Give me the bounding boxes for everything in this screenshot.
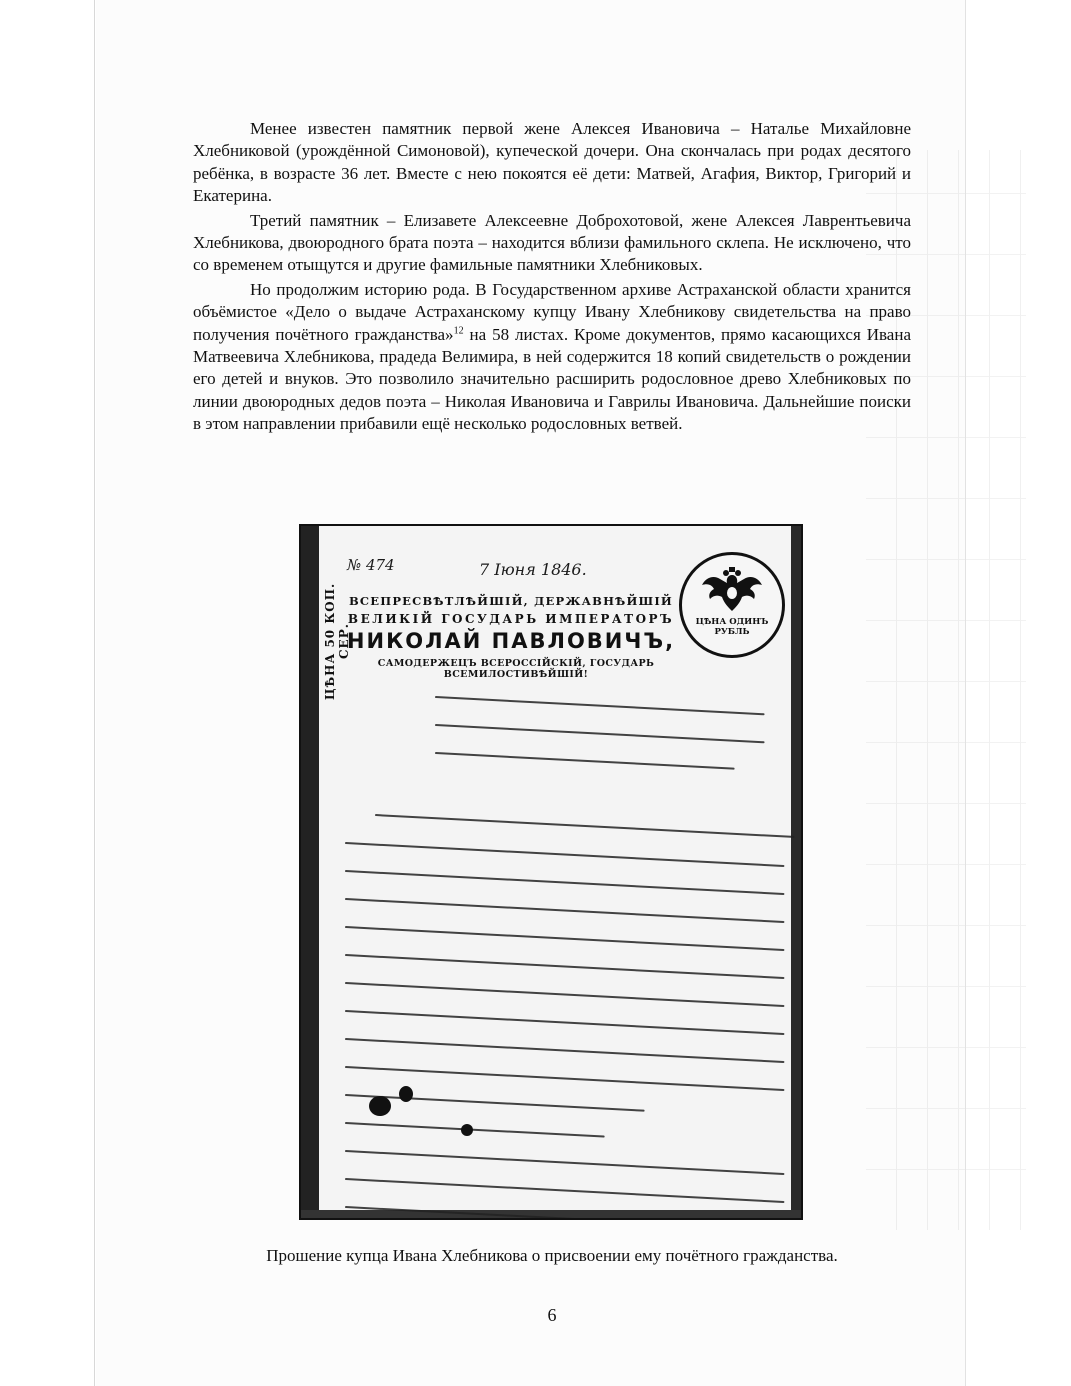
paragraph-2: Третий памятник – Елизавете Алексеевне Доброхотовой, жене Алексея Лаврентьевича Хлебникова, двоюродного брата поэта – находится вблизи фамильного склепа. Не исключено, что со временем отыщутся и другие фамильные памятники Хлебниковых. bbox=[193, 210, 911, 275]
ink-blot bbox=[399, 1086, 413, 1102]
script-line bbox=[435, 724, 765, 743]
script-line bbox=[345, 842, 785, 867]
stamp-emblem bbox=[679, 552, 785, 658]
script-line bbox=[345, 1038, 785, 1063]
emblem-price-text: ЦѢНА ОДИНЪ РУБЛЬ bbox=[695, 617, 769, 637]
script-line bbox=[375, 814, 795, 838]
header-line-2: ВЕЛИКІЙ ГОСУДАРЬ ИМПЕРАТОРЪ bbox=[347, 612, 675, 626]
script-line bbox=[345, 926, 785, 951]
header-line-4: САМОДЕРЖЕЦЪ ВСЕРОССІЙСКІЙ, ГОСУДАРЬ ВСЕМИЛОСТИВѢЙШІЙ! bbox=[377, 658, 655, 680]
paragraph-1: Менее известен памятник первой жене Алексея Ивановича – Наталье Михайловне Хлебниковой (урождённой Симоновой), купеческой дочери. Она скончалась при родах десятого ребёнка, в возрасте 36 лет. Вместе с нею покоятся её дети: Матвей, Агафия, Виктор, Григорий и Екатерина. bbox=[193, 119, 911, 206]
header-line-1: ВСЕПРЕСВѢТЛѢЙШІЙ, ДЕРЖАВНѢЙШІЙ bbox=[349, 594, 673, 608]
paragraph-3 bbox=[193, 279, 911, 436]
script-line bbox=[345, 1150, 785, 1175]
figure-caption: Прошение купца Ивана Хлебникова о присвоении ему почётного гражданства. bbox=[266, 1246, 838, 1265]
double-headed-eagle-icon bbox=[700, 567, 764, 615]
corner-handwritten-note: № 474 bbox=[347, 556, 395, 574]
script-line bbox=[345, 870, 785, 895]
script-line bbox=[345, 1122, 605, 1138]
body-text bbox=[193, 118, 911, 436]
page-edge-right bbox=[965, 0, 966, 1386]
scan-dark-edge-left bbox=[301, 526, 319, 1218]
script-line bbox=[345, 982, 785, 1007]
script-line bbox=[345, 1178, 785, 1203]
page-number: 6 bbox=[547, 1305, 557, 1325]
ink-blot bbox=[369, 1096, 391, 1116]
paragraph-3-start: Но продолжим историю рода. В Государственном архиве Астраханской области хранится объёмистое «Дело о выдаче Астраханскому купцу Ивану Хлебникову свидетельства на право получения почётного гражданства» bbox=[193, 279, 911, 344]
scan-margin-left bbox=[0, 0, 95, 1386]
handwritten-date: 7 Іюня 1846. bbox=[479, 560, 587, 579]
script-line bbox=[435, 696, 765, 715]
script-line bbox=[345, 1010, 785, 1035]
decree-header bbox=[341, 594, 681, 680]
script-line bbox=[345, 1206, 785, 1220]
script-line bbox=[345, 954, 785, 979]
stamp-price-vertical: ЦѢНА 50 КОП. СЕР. bbox=[323, 582, 351, 700]
handwritten-text-block bbox=[345, 696, 795, 1220]
header-emperor-name: НИКОЛАЙ ПАВЛОВИЧЪ, bbox=[346, 629, 676, 653]
ink-blot bbox=[461, 1124, 473, 1136]
paragraph-3-end: на 58 листах. Кроме документов, прямо касающихся Ивана Матвеевича Хлебникова, прадеда Велимира, в ней содержится 18 копий свидетельств о рождении его детей и внуков. Это позволило значительно расширить родословное древо Хлебниковых по линии двоюродных дедов поэта – Николая Ивановича и Гаврилы Ивановича. Дальнейшие поиски в этом направлении прибавили ещё несколько родословных ветвей. bbox=[193, 324, 911, 434]
script-line bbox=[345, 898, 785, 923]
script-line bbox=[435, 752, 735, 770]
archival-document-image bbox=[299, 524, 803, 1220]
footnote-marker: 12 bbox=[453, 325, 464, 336]
